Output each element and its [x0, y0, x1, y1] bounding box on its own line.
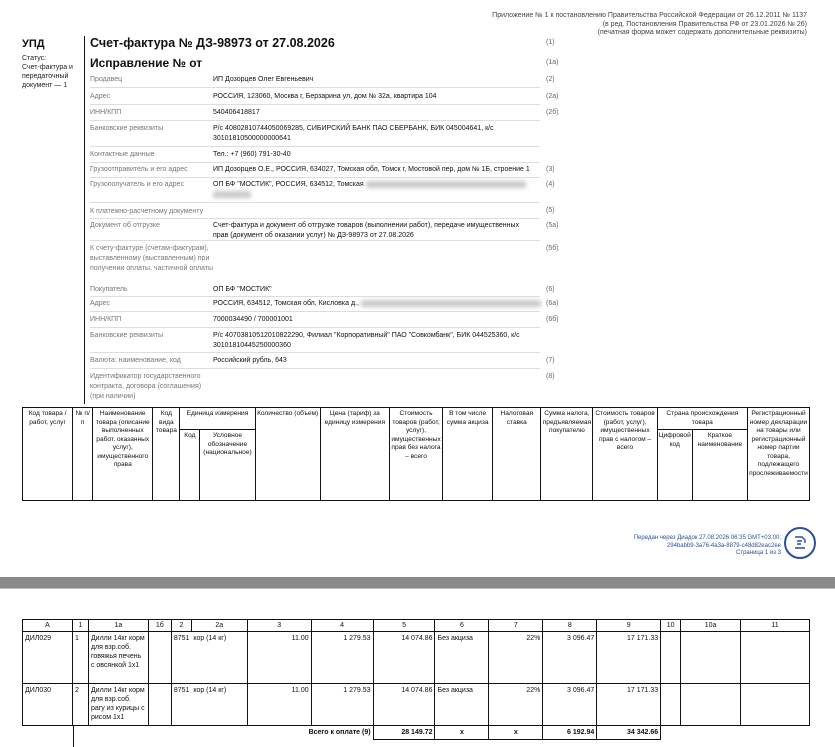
seller-bank-value — [213, 124, 543, 144]
col-number: 2а — [191, 620, 247, 632]
seller-inn-value: 540406418817 — [213, 109, 260, 116]
redacted-text — [213, 191, 251, 198]
item-code: ДИЛ029 — [23, 632, 73, 684]
buyer-label: Покупатель — [90, 286, 128, 293]
col-subheader: Код — [180, 430, 200, 501]
totals-row — [23, 726, 810, 740]
total-sum-no-tax: 28 149.72 — [373, 726, 435, 740]
col-number: 10а — [681, 620, 741, 632]
field-number: (6б) — [546, 316, 559, 323]
item-qty: 11.00 — [247, 684, 311, 726]
unit-code: 8751 — [173, 687, 190, 694]
totals-label: Всего к оплате (9) — [23, 726, 374, 740]
col-number: А — [23, 620, 73, 632]
redacted-text — [361, 300, 541, 307]
item-tax: 3 096.47 — [543, 684, 597, 726]
invoice-title: Счет-фактура № ДЗ-98973 от 27.08.2026 — [90, 36, 335, 50]
item-sum-tax: 17 171.33 — [597, 632, 661, 684]
item-unit — [171, 632, 247, 684]
item-price: 1 279.53 — [311, 632, 373, 684]
buyer-address-value — [213, 299, 543, 309]
col-number: 8 — [543, 620, 597, 632]
status-value: Счет-фактура и передаточный документ — 1 — [22, 64, 73, 89]
status-block — [22, 54, 82, 90]
currency-value: Российский рубль, 643 — [213, 357, 287, 364]
col-header: Единица измерения — [180, 408, 255, 430]
col-header: Код товара / работ, услуг — [23, 408, 73, 501]
col-number: 10 — [661, 620, 681, 632]
annex-note — [492, 12, 807, 38]
col-header: Сумма налога, предъявляемая покупателю — [541, 408, 593, 501]
page-break-edge — [0, 588, 835, 589]
col-number: 2 — [171, 620, 191, 632]
total-sum-tax: 34 342.66 — [597, 726, 661, 740]
col-header: Налоговая ставка — [493, 408, 541, 501]
shipdoc-line: прав (документ об оказании услуг) № ДЗ-98973 от 27.08.2026 — [213, 232, 414, 239]
col-subheader: Условное обозначение (национальное) — [200, 430, 255, 501]
seller-address-value: РОССИЯ, 123060, Москва г, Берзарина ул, дом № 32а, квартира 104 — [213, 93, 437, 100]
item-price: 1 279.53 — [311, 684, 373, 726]
consignee-text: ОП БФ "МОСТИК", РОССИЯ, 634512, Томская — [213, 181, 364, 188]
col-header: Наименование товара (описание выполненных работ, оказанных услуг), имущественного права — [93, 408, 153, 501]
seller-label: Продавец — [90, 76, 123, 83]
annex-line: (печатная форма может содержать дополнительные реквизиты) — [597, 29, 807, 36]
item-tax-rate: 22% — [489, 684, 543, 726]
item-excise: Без акциза — [435, 632, 489, 684]
seller-bank-label: Банковские реквизиты — [90, 125, 164, 132]
field-number: (2б) — [546, 109, 559, 116]
col-header: Цена (тариф) за единицу измерения — [320, 408, 389, 501]
buyer-address-label: Адрес — [90, 300, 111, 307]
item-sum-no-tax: 14 074.86 — [373, 684, 435, 726]
col-header: Количество (объем) — [255, 408, 320, 501]
item-tax: 3 096.47 — [543, 632, 597, 684]
field-number: (3) — [546, 166, 555, 173]
status-divider — [84, 36, 85, 404]
currency-label: Валюта: наименование, код — [90, 357, 181, 364]
item-unit — [171, 684, 247, 726]
shipment-doc-label: Документ об отгрузке — [90, 222, 160, 229]
field-number: (1) — [546, 39, 555, 46]
col-number: 1 — [72, 620, 88, 632]
buyer-bank-value — [213, 331, 543, 351]
correction-title: Исправление № от — [90, 56, 203, 70]
edo-line: 294babb9-3a76-4a3a-8879-c48d82eac2ee — [666, 542, 781, 549]
field-number: (1а) — [546, 59, 559, 66]
item-name: Дилли 14кг корм для взр.соб. говяжья печень с овсянкой 1х1 — [88, 632, 148, 684]
field-number: (2) — [546, 76, 555, 83]
column-numbers-row — [23, 620, 810, 632]
shipper-label: Грузоотправитель и его адрес — [90, 166, 188, 173]
col-number: 7 — [489, 620, 543, 632]
col-number: 4 — [311, 620, 373, 632]
field-number: (5б) — [546, 245, 559, 252]
page-break — [0, 577, 835, 588]
seller-inn-label: ИНН/КПП — [90, 109, 122, 116]
field-number: (7) — [546, 357, 555, 364]
upd-title: УПД — [22, 38, 45, 50]
unit-name: кор (14 кг) — [193, 687, 227, 694]
item-qty: 11.00 — [247, 632, 311, 684]
col-header: Стоимость товаров (работ, услуг), имущественных прав без налога – всего — [389, 408, 442, 501]
item-number: 2 — [72, 684, 88, 726]
annex-line: (в ред. Постановления Правительства РФ от 23.01.2026 № 26) — [602, 20, 807, 28]
item-name: Дилли 14кг корм для взр.соб. рагу из курицы с рисом 1х1 — [88, 684, 148, 726]
field-number: (4) — [546, 181, 555, 188]
unit-code: 8751 — [173, 635, 190, 642]
consignee-value — [213, 180, 543, 200]
edo-stamp — [634, 535, 781, 558]
advance-invoice-label: К счету-фактуре (счетам-фактурам), выставленному (выставленным) при получении оплаты, частичной оплаты — [90, 245, 214, 272]
buyer-value: ОП БФ "МОСТИК" — [213, 286, 272, 293]
field-number: (6) — [546, 286, 555, 293]
seller-address-label: Адрес — [90, 93, 111, 100]
seller-value: ИП Дозорцев Олег Евгеньевич — [213, 76, 314, 83]
buyer-inn-label: ИНН/КПП — [90, 316, 122, 323]
bank-line: Р/с 40802810744050069285, СИБИРСКИЙ БАНК ПАО СБЕРБАНК, БИК 045004641, к/с — [213, 125, 494, 132]
shipment-doc-value — [213, 221, 543, 241]
buyer-inn-value: 7000034490 / 700001001 — [213, 316, 293, 323]
totals-left-rule — [73, 725, 74, 747]
contacts-label: Контактные данные — [90, 151, 155, 158]
col-header: Страна происхождения товара — [657, 408, 747, 430]
payment-doc-label: К платежно-расчетному документу — [90, 208, 204, 215]
bank-line: 30101810500000000641 — [213, 135, 291, 142]
annex-line: Приложение № 1 к постановлению Правительства Российской Федерации от 26.12.2011 № 1137 — [492, 12, 807, 19]
page-counter: Страница 1 из 3 — [736, 550, 781, 556]
shipper-value: ИП Дозорцев О.Е., РОССИЯ, 634027, Томская обл, Томск г, Мостовой пер, дом № 1Б, строение 1 — [213, 166, 530, 173]
buyer-address-text: РОССИЯ, 634512, Томская обл, Кисловка д., — [213, 300, 359, 307]
shipdoc-line: Счет-фактура и документ об отгрузке товаров (выполнении работ), передаче имущественных — [213, 222, 520, 229]
col-header: Стоимость товаров (работ, услуг), имущественных прав с налогом – всего — [593, 408, 657, 501]
goods-items-table — [22, 619, 810, 740]
field-number: (2а) — [546, 93, 559, 100]
item-kind — [148, 632, 171, 684]
gov-contract-label: Идентификатор государственного контракта, договора (соглашения) (при наличии) — [90, 373, 202, 400]
total-excise: х — [435, 726, 489, 740]
status-label: Статус: — [22, 55, 47, 62]
col-number: 9 — [597, 620, 661, 632]
col-number: 1б — [148, 620, 171, 632]
buyer-bank-label: Банковские реквизиты — [90, 332, 164, 339]
item-sum-tax: 17 171.33 — [597, 684, 661, 726]
item-excise: Без акциза — [435, 684, 489, 726]
field-number: (8) — [546, 373, 555, 380]
col-header: Регистрационный номер декларации на товары или регистрационный номер партии товара, подлежащего прослеживаемости — [747, 408, 809, 501]
table-row — [23, 632, 810, 684]
table-row — [23, 684, 810, 726]
contacts-value: Тел.: +7 (960) 791-30-40 — [213, 151, 291, 158]
item-sum-no-tax: 14 074.86 — [373, 632, 435, 684]
col-header: В том числе сумма акциза — [443, 408, 493, 501]
edo-line: Передан через Диадок 27.08.2026 06:35 GMT+03:00; — [633, 535, 781, 541]
unit-name: кор (14 кг) — [193, 635, 227, 642]
col-header: Код вида товара — [153, 408, 180, 501]
consignee-label: Грузополучатель и его адрес — [90, 181, 184, 188]
col-number: 5 — [373, 620, 435, 632]
col-subheader: Цифровой код — [657, 430, 692, 501]
bank-line: 30101810445250000360 — [213, 342, 291, 349]
redacted-text — [366, 181, 526, 188]
item-code: ДИЛ030 — [23, 684, 73, 726]
item-number: 1 — [72, 632, 88, 684]
col-number: 1а — [88, 620, 148, 632]
item-tax-rate: 22% — [489, 632, 543, 684]
item-kind — [148, 684, 171, 726]
total-tax: 6 192.94 — [543, 726, 597, 740]
col-header: № п/п — [73, 408, 93, 501]
field-number: (6а) — [546, 300, 559, 307]
document-icon — [792, 535, 808, 551]
field-number: (5) — [546, 207, 555, 214]
col-number: 6 — [435, 620, 489, 632]
col-subheader: Краткое наименование — [692, 430, 747, 501]
total-rate: х — [489, 726, 543, 740]
col-number: 3 — [247, 620, 311, 632]
goods-header-table — [22, 407, 810, 501]
field-number: (5а) — [546, 222, 559, 229]
bank-line: Р/с 40703810512010822290, Филиал "Корпоративный" ПАО "Совкомбанк", БИК 044525360, к/с — [213, 332, 520, 339]
diadoc-icon[interactable] — [784, 527, 816, 559]
col-number: 11 — [741, 620, 810, 632]
